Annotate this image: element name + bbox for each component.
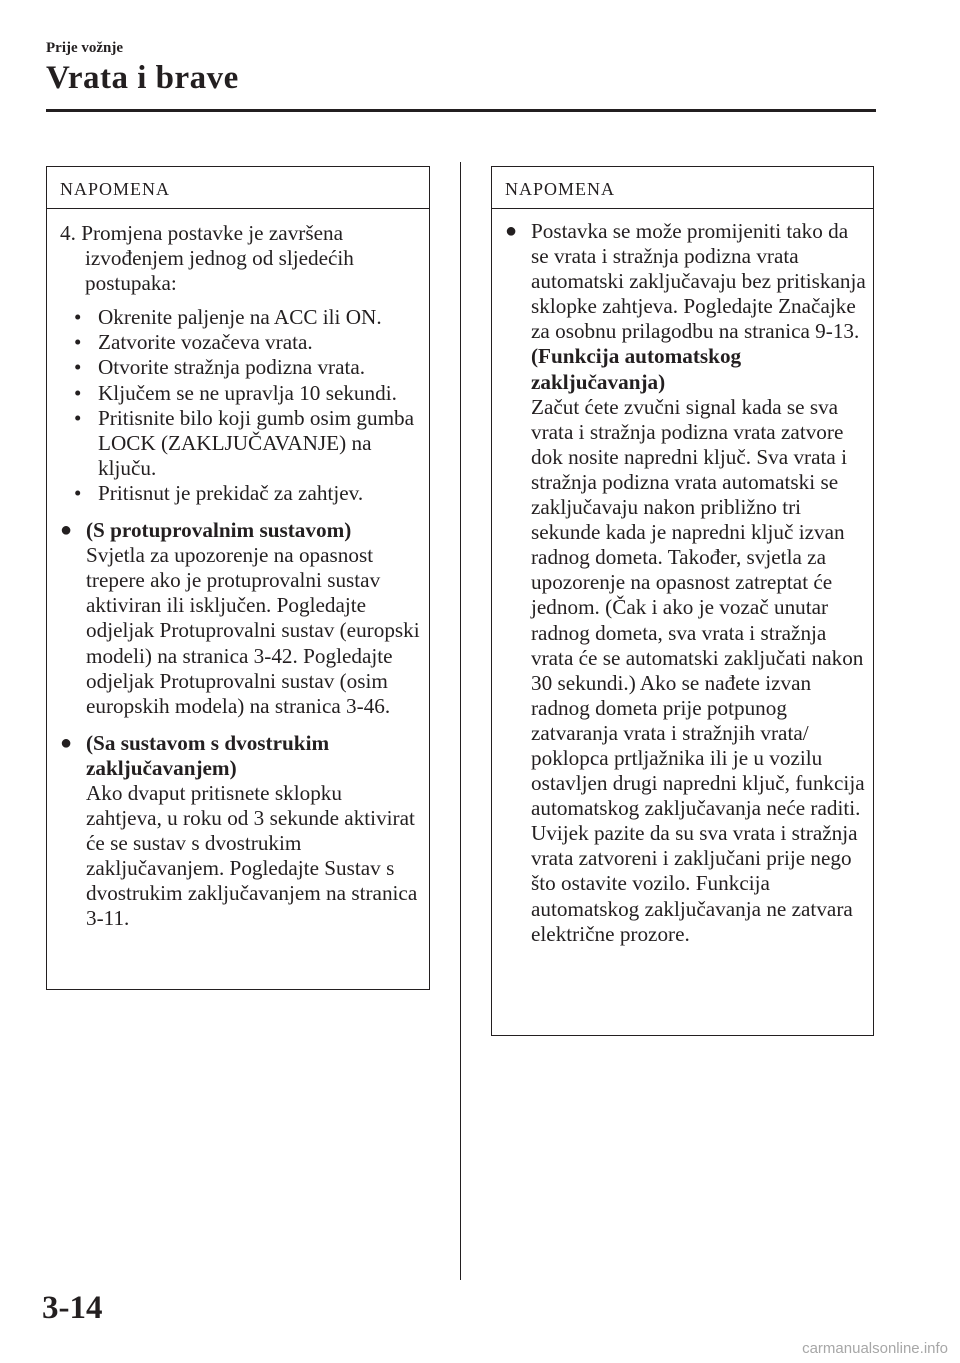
- note-box-left: [46, 166, 430, 990]
- bullet-icon: ●: [505, 220, 518, 242]
- bullet-icon: •: [74, 355, 82, 380]
- note-block-auto-lock: [505, 219, 867, 947]
- block-heading: (Funkcija automatskog zaključavanja): [531, 344, 742, 394]
- note-box-right: [491, 166, 874, 1036]
- list-item-text: Zatvorite vozačeva vrata.: [98, 330, 313, 355]
- block-text: Ako dvaput pritisnete sklopku zahtjeva, u roku od 3 sekunde aktivirat će se sustav s dvostrukim zaključavanjem. Pogledajte Sustav s dvostrukim zaključavanjem na stranica 3-11.: [86, 780, 418, 931]
- list-item: [60, 330, 423, 355]
- note-heading: NAPOMENA: [492, 167, 873, 209]
- note-block-double-locking: [60, 731, 423, 932]
- column-divider: [460, 162, 461, 1280]
- bullet-icon: •: [74, 405, 82, 430]
- bullet-icon: •: [74, 380, 82, 405]
- list-item: [60, 406, 423, 481]
- sub-bullet-list: [60, 305, 423, 506]
- page-number: 3-14: [42, 1290, 103, 1326]
- block-heading: (Sa sustavom s dvostrukim zaključavanjem): [86, 730, 330, 780]
- bullet-icon: •: [74, 480, 82, 505]
- numbered-item-4: 4. Promjena postavke je završena izvođenjem jednog od sljedećih postupaka:: [60, 221, 354, 296]
- bullet-icon: •: [74, 305, 82, 330]
- note-body: [47, 209, 429, 932]
- title-rule: [46, 109, 876, 112]
- block-heading: (S protuprovalnim sustavom): [86, 518, 352, 543]
- page-title: Vrata i brave: [46, 60, 239, 96]
- note-block-anti-theft: [60, 518, 423, 719]
- list-item: [60, 481, 423, 506]
- list-item: [60, 381, 423, 406]
- bullet-icon: •: [74, 330, 82, 355]
- block-text: Začut ćete zvučni signal kada se sva vrata i stražnja podizna vrata zatvore dok nosite napredni ključ. Sva vrata i stražnja podizna vrata automatski se zaključavaju nakon približno tri sekunde kada je napredni ključ izvan radnog dometa. Također, svjetla za upozorenje na opasnost zatreptat će jednom. (Čak i ako je vozač unutar radnog dometa, sva vrata i stražnja vrata će se automatski zaključati nakon 30 sekundi.) Ako se nađete izvan radnog dometa prije potpunog zatvaranja vrata i stražnjih vrata/ poklopca prtljažnika ili je u vozilu ostavljen drugi napredni ključ, funkcija automatskog zaključavanja neće raditi. Uvijek pazite da su sva vrata i stražnja vrata zatvoreni i zaključani prije nego što ostavite vozilo. Funkcija automatskog zaključavanja ne zatvara električne prozore.: [531, 394, 865, 946]
- list-item: [60, 355, 423, 380]
- list-item-text: Otvorite stražnja podizna vrata.: [98, 355, 366, 380]
- list-item-text: Okrenite paljenje na ACC ili ON.: [98, 305, 382, 330]
- section-label: Prije vožnje: [46, 40, 124, 56]
- block-intro-text: Postavka se može promijeniti tako da se vrata i stražnja podizna vrata automatski zaključavaju bez pritiskanja sklopke zahtjeva. Pogledajte Značajke za osobnu prilagodbu na stranica 9-13.: [531, 219, 866, 344]
- list-item-text: Pritisnut je prekidač za zahtjev.: [98, 480, 364, 505]
- block-text: Svjetla za upozorenje na opasnost trepere ako je protuprovalni sustav aktiviran ili isključen. Pogledajte odjeljak Protuprovalni sustav (europski modeli) na stranica 3-42. Pogledajte odjeljak Protuprovalni sustav (osim europskih modela) na stranica 3-46.: [86, 543, 420, 718]
- note-heading: NAPOMENA: [47, 167, 429, 209]
- list-item: [60, 305, 423, 330]
- list-item-text: Ključem se ne upravlja 10 sekundi.: [98, 380, 397, 405]
- list-item-text: Pritisnite bilo koji gumb osim gumba LOCK (ZAKLJUČAVANJE) na ključu.: [98, 405, 415, 480]
- watermark: carmanualsonline.info: [802, 1340, 948, 1357]
- bullet-icon: ●: [60, 731, 73, 754]
- bullet-icon: ●: [60, 519, 73, 542]
- note-body: [492, 209, 873, 947]
